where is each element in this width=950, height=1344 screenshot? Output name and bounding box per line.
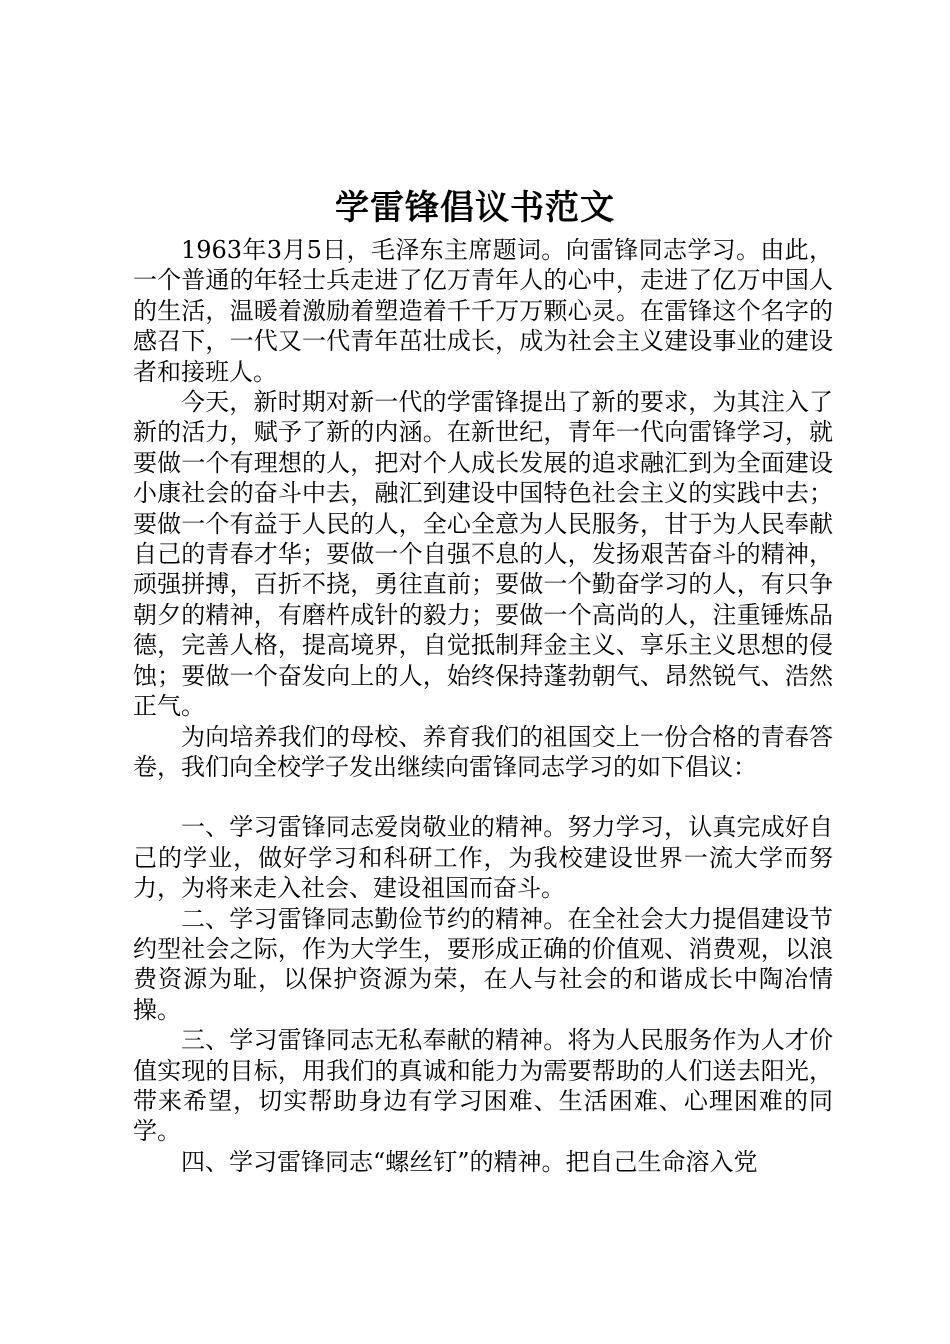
paragraph-proposal-3: 三、学习雷锋同志无私奉献的精神。将为人民服务作为人才价值实现的目标，用我们的真诚和能力为需要帮助的人们送去阳光，带来希望，切实帮助身边有学习困难、生活困难、心理困难的同学。: [133, 1026, 833, 1146]
paragraph-proposal-2: 二、学习雷锋同志勤俭节约的精神。在全社会大力提倡建设节约型社会之际，作为大学生，要形成正确的价值观、消费观，以浪费资源为耻，以保护资源为荣，在人与社会的和谐成长中陶冶情操。: [133, 904, 833, 1024]
paragraph-proposal-1: 一、学习雷锋同志爱岗敬业的精神。努力学习，认真完成好自己的学业，做好学习和科研工作，为我校建设世界一流大学而努力，为将来走入社会、建设祖国而奋斗。: [133, 813, 833, 903]
document-title: 学雷锋倡议书范文: [335, 188, 615, 228]
document-body: [133, 235, 833, 1177]
paragraph-intro-1: 1963年3月5日，毛泽东主席题词。向雷锋同志学习。由此，一个普通的年轻士兵走进了亿万青年人的心中，走进了亿万中国人的生活，温暖着激励着塑造着千千万万颗心灵。在雷锋这个名字的感召下，一代又一代青年茁壮成长，成为社会主义建设事业的建设者和接班人。: [133, 236, 833, 386]
paragraph-intro-3: 为向培养我们的母校、养育我们的祖国交上一份合格的青春答卷，我们向全校学子发出继续向雷锋同志学习的如下倡议：: [133, 722, 833, 781]
paragraph-intro-2: 今天，新时期对新一代的学雷锋提出了新的要求，为其注入了新的活力，赋予了新的内涵。在新世纪，青年一代向雷锋学习，就要做一个有理想的人，把对个人成长发展的追求融汇到为全面建设小康社会的奋斗中去，融汇到建设中国特色社会主义的实践中去；要做一个有益于人民的人，全心全意为人民服务，甘于为人民奉献自己的青春才华；要做一个自强不息的人，发扬艰苦奋斗的精神，顽强拼搏，百折不挠，勇往直前；要做一个勤奋学习的人，有只争朝夕的精神，有磨杵成针的毅力；要做一个高尚的人，注重锤炼品德，完善人格，提高境界，自觉抵制拜金主义、享乐主义思想的侵蚀；要做一个奋发向上的人，始终保持蓬勃朝气、昂然锐气、浩然正气。: [133, 388, 833, 721]
paragraph-proposal-4: 四、学习雷锋同志“螺丝钉”的精神。把自己生命溶入党: [181, 1147, 758, 1176]
blank-line: [133, 782, 833, 812]
